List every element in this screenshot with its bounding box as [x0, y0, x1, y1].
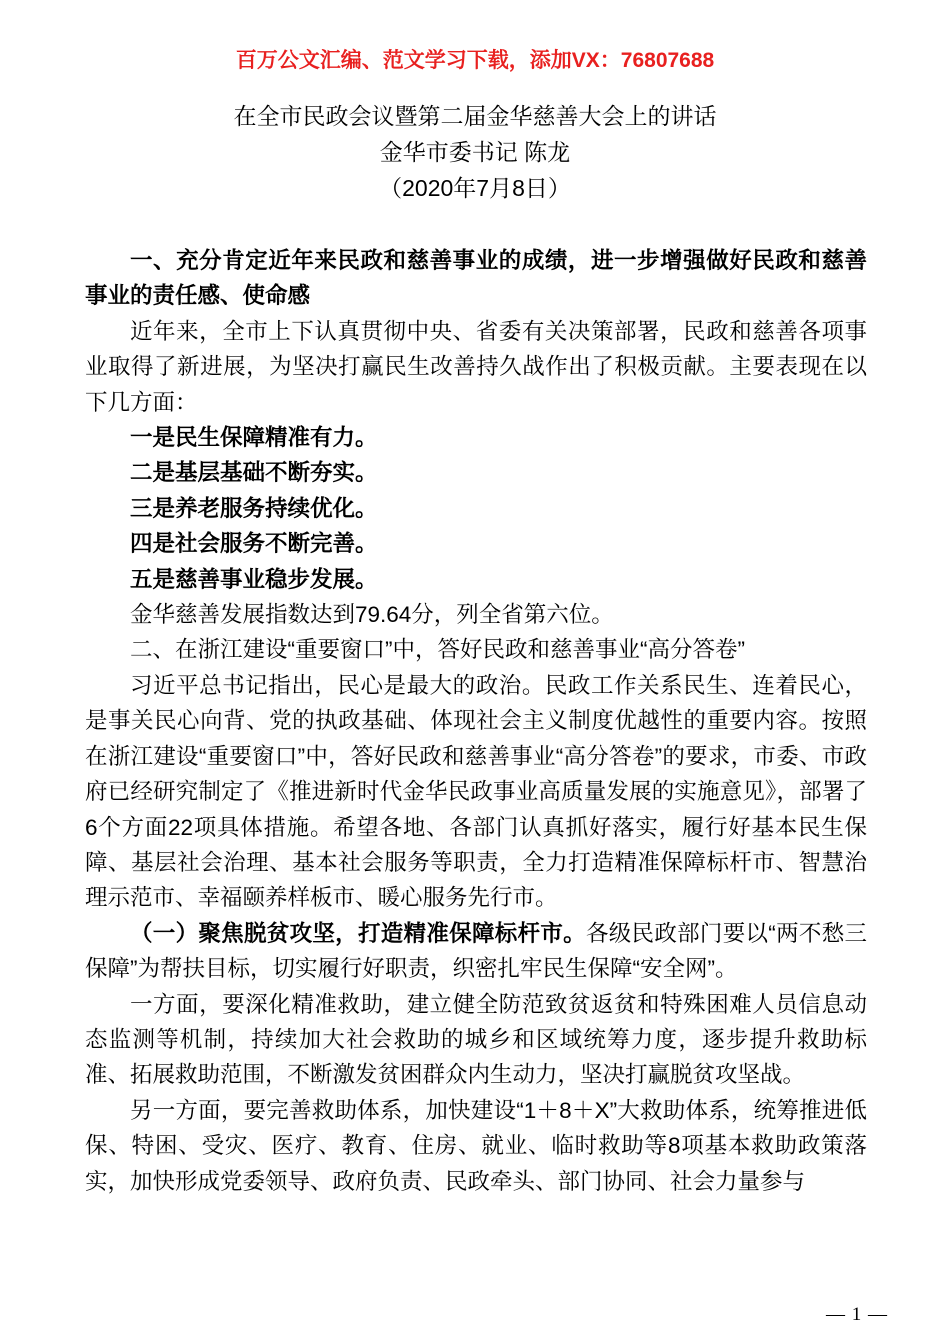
list-item: 五是慈善事业稳步发展。: [130, 566, 378, 592]
section-heading-two: 二、在浙江建设“重要窗口”中，答好民政和慈善事业“高分答卷”: [130, 637, 745, 663]
paragraph-xi-quote: 习近平总书记指出，民心是最大的政治。民政工作关系民生、连着民心，是事关民心向背、党的执政基础、体现社会主义制度优越性的重要内容。按照在浙江建设“重要窗口”中，答好民政和慈善事业“高分答卷”的要求，市委、市政府已经研究制定了《推进新时代金华民政事业高质量发展的实施意见》，部署了6个方面22项具体措施。希望各地、各部门认真抓好落实，履行好基本民生保障、基层社会治理、基本社会服务等职责，全力打造精准保障标杆市、智慧治理示范市、幸福颐养样板市、暖心服务先行市。: [85, 672, 867, 911]
paragraph-aid-system: 另一方面，要完善救助体系，加快建设“1＋8＋X”大救助体系，统筹推进低保、特困、受灾、医疗、教育、住房、就业、临时救助等8项基本救助政策落实，加快形成党委领导、政府负责、民政牵头、部门协同、社会力量参与: [85, 1097, 867, 1194]
title-block: [0, 98, 950, 206]
document-body: [85, 243, 867, 1199]
subsection-one-rest: 各级民政部门要以“两不愁三保障”为帮扶目标，切实履行好职责，织密扎牢民生保障“安全网”。: [85, 920, 867, 982]
document-title: 在全市民政会议暨第二届金华慈善大会上的讲话: [233, 103, 717, 129]
paragraph-achievements-intro: 近年来，全市上下认真贯彻中央、省委有关决策部署，民政和慈善各项事业取得了新进展，为坚决打赢民生改善持久战作出了积极贡献。主要表现在以下几方面：: [85, 318, 867, 415]
subsection-one: [85, 916, 867, 987]
document-date: （2020年7月8日）: [379, 175, 571, 201]
list-item: 一是民生保障精准有力。: [130, 425, 378, 451]
page-number: — 1 —: [826, 1304, 888, 1325]
document-byline: 金华市委书记 陈龙: [379, 139, 571, 165]
subsection-one-lead: （一）聚焦脱贫攻坚，打造精准保障标杆市。: [130, 920, 586, 946]
list-item: 四是社会服务不断完善。: [130, 531, 378, 557]
promo-banner: 百万公文汇编、范文学习下载，添加VX：76807688: [235, 49, 715, 72]
paragraph-precision-aid: 一方面，要深化精准救助，建立健全防范致贫返贫和特殊困难人员信息动态监测等机制，持续加大社会救助的城乡和区域统筹力度，逐步提升救助标准、拓展救助范围，不断激发贫困群众内生动力，坚决打赢脱贫攻坚战。: [85, 991, 867, 1088]
section-heading-one: 一、充分肯定近年来民政和慈善事业的成绩，进一步增强做好民政和慈善事业的责任感、使命感: [85, 248, 867, 309]
list-item: 二是基层基础不断夯实。: [130, 460, 378, 486]
paragraph-charity-index: 金华慈善发展指数达到79.64分，列全省第六位。: [130, 602, 614, 628]
list-item: 三是养老服务持续优化。: [130, 495, 378, 521]
